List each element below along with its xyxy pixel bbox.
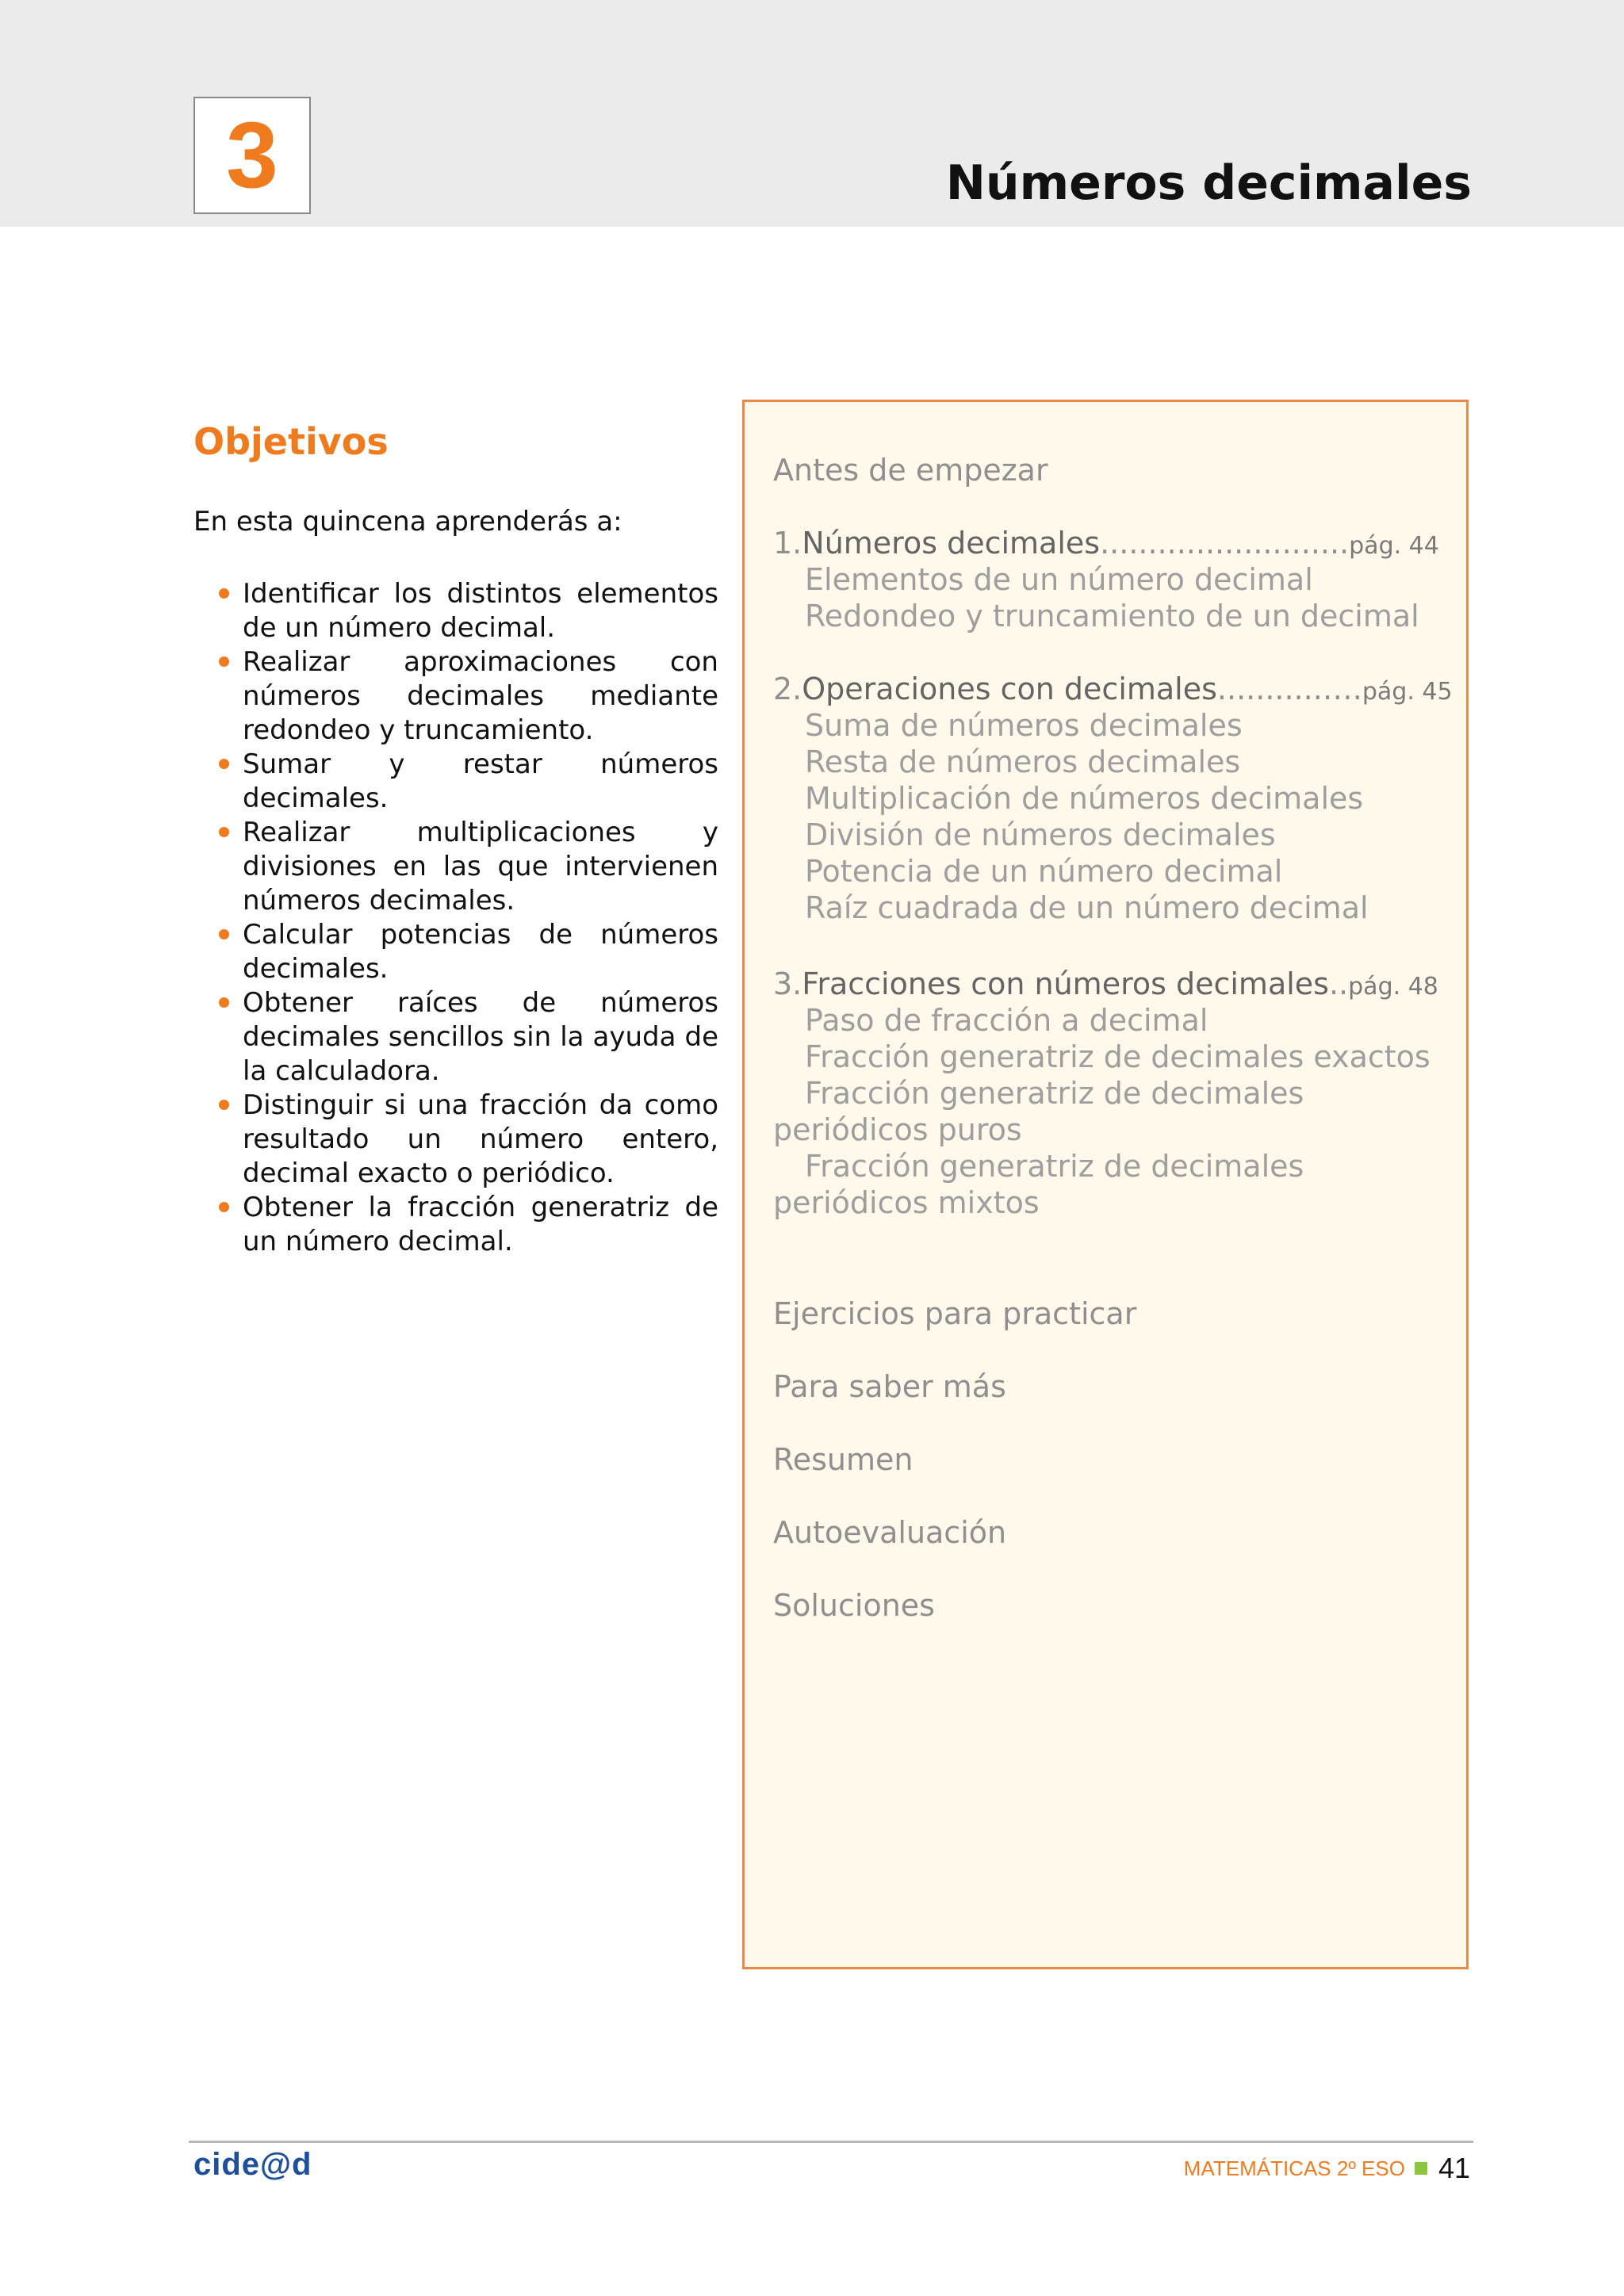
toc-section-2-page: pág. 45	[1362, 678, 1453, 706]
bullet-icon	[219, 588, 229, 599]
toc-section-2-num: 2.	[773, 672, 802, 706]
toc-subsection[interactable]: Redondeo y truncamiento de un decimal	[805, 599, 1419, 633]
objective-text: Identificar los distintos elementos de un número decimal.	[243, 578, 718, 644]
square-icon	[1415, 2162, 1427, 2175]
toc-subsection[interactable]: Potencia de un número decimal	[805, 854, 1283, 889]
cidead-logo: cide@d	[193, 2147, 312, 2182]
toc-subsection[interactable]: Paso de fracción a decimal	[805, 1003, 1208, 1038]
objective-text: Sumar y restar números decimales.	[243, 748, 718, 814]
toc-subsection[interactable]: Resta de números decimales	[805, 744, 1241, 779]
objectives-list	[243, 577, 718, 1259]
objective-item	[243, 986, 718, 1089]
toc-section-1-dots: ..........................	[1100, 526, 1350, 561]
toc-subsection[interactable]: Raíz cuadrada de un número decimal	[805, 890, 1369, 925]
toc-before[interactable]: Antes de empezar	[773, 453, 1048, 488]
footer-subject: MATEMÁTICAS 2º ESO	[1183, 2156, 1405, 2180]
chapter-number: 3	[226, 103, 278, 208]
footer	[1184, 2152, 1470, 2185]
toc-subsection[interactable]: Fracción generatriz de decimales	[805, 1149, 1304, 1184]
toc-extra-summary[interactable]: Resumen	[773, 1442, 914, 1477]
objective-text: Realizar aproximaciones con números decimales mediante redondeo y truncamiento.	[243, 646, 718, 746]
objective-item	[243, 816, 718, 918]
footer-rule	[189, 2141, 1473, 2143]
bullet-icon	[219, 1100, 229, 1110]
toc-subsection[interactable]: Multiplicación de números decimales	[805, 781, 1364, 816]
toc-section-2[interactable]	[773, 672, 1453, 706]
objective-text: Obtener la fracción generatriz de un número decimal.	[243, 1192, 718, 1257]
objective-item	[243, 748, 718, 816]
table-of-contents	[742, 400, 1469, 1969]
toc-subsection[interactable]: Suma de números decimales	[805, 708, 1243, 743]
page-title: Números decimales	[945, 155, 1472, 211]
toc-subsection-cont[interactable]: periódicos puros	[773, 1112, 1022, 1147]
objective-text: Obtener raíces de números decimales sencillos sin la ayuda de la calculadora.	[243, 987, 718, 1087]
toc-section-2-dots: ...........….	[1216, 672, 1362, 706]
toc-subsection-cont[interactable]: periódicos mixtos	[773, 1185, 1040, 1220]
objective-item	[243, 918, 718, 986]
bullet-icon	[219, 827, 229, 837]
toc-section-1-page: pág. 44	[1349, 532, 1439, 560]
objective-item	[243, 1089, 718, 1191]
toc-extra-more[interactable]: Para saber más	[773, 1369, 1006, 1404]
toc-section-2-title: Operaciones con decimales	[802, 672, 1217, 706]
toc-subsection[interactable]: Elementos de un número decimal	[805, 562, 1313, 597]
toc-subsection[interactable]: División de números decimales	[805, 817, 1276, 852]
bullet-icon	[219, 929, 229, 939]
bullet-icon	[219, 1202, 229, 1212]
toc-section-1-num: 1.	[773, 526, 802, 561]
objective-item	[243, 1191, 718, 1259]
objective-item	[243, 577, 718, 645]
objective-text: Calcular potencias de números decimales.	[243, 919, 718, 985]
toc-subsection[interactable]: Fracción generatriz de decimales exactos	[805, 1039, 1431, 1074]
toc-subsection[interactable]: Fracción generatriz de decimales	[805, 1076, 1304, 1111]
toc-section-1[interactable]	[773, 526, 1439, 561]
objectives-heading: Objetivos	[193, 420, 389, 463]
toc-section-3-page: pág. 48	[1348, 973, 1438, 1001]
objective-text: Distinguir si una fracción da como resultado un número entero, decimal exacto o periódico.	[243, 1089, 718, 1189]
toc-extra-solutions[interactable]: Soluciones	[773, 1588, 935, 1623]
toc-section-3[interactable]	[773, 966, 1438, 1001]
toc-extra-selfassessment[interactable]: Autoevaluación	[773, 1515, 1007, 1550]
toc-extra-exercises[interactable]: Ejercicios para practicar	[773, 1296, 1137, 1331]
bullet-icon	[219, 759, 229, 769]
bullet-icon	[219, 997, 229, 1008]
toc-section-3-dots: ..	[1328, 966, 1349, 1001]
objective-item	[243, 645, 718, 748]
chapter-number-box	[193, 97, 311, 214]
toc-section-3-title: Fracciones con números decimales	[802, 966, 1329, 1001]
bullet-icon	[219, 656, 229, 667]
objectives-intro: En esta quincena aprenderás a:	[193, 506, 622, 538]
toc-section-1-title: Números decimales	[802, 526, 1101, 561]
toc-section-3-num: 3.	[773, 966, 802, 1001]
objective-text: Realizar multiplicaciones y divisiones en las que intervienen números decimales.	[243, 817, 718, 916]
page-number: 41	[1438, 2152, 1470, 2184]
